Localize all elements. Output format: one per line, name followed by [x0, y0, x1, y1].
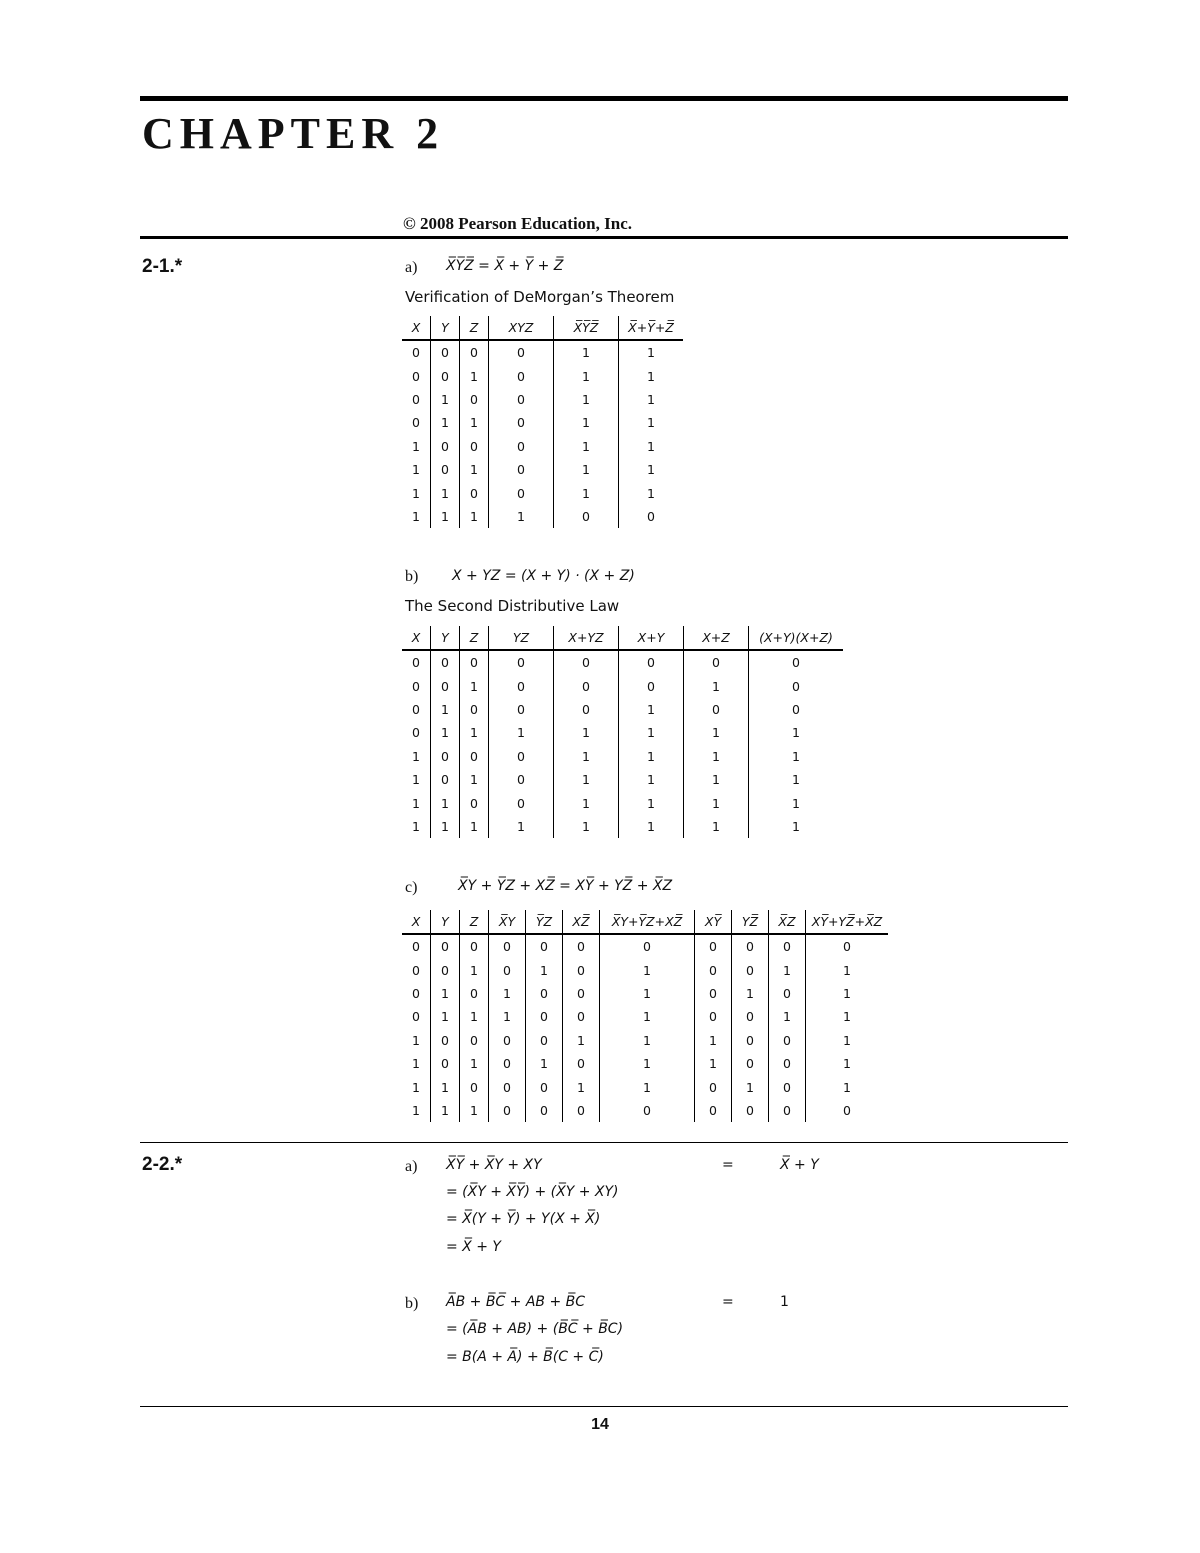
table-cell: 0: [412, 1009, 420, 1025]
table-cell: 0: [749, 674, 844, 697]
table-cell: 0: [412, 939, 420, 955]
table-cell: 0: [489, 481, 554, 504]
table-cell: 1: [619, 481, 684, 504]
table-cell: 1: [431, 411, 460, 434]
table-cell: 0: [460, 340, 489, 364]
table-cell: 0: [526, 1099, 563, 1122]
p2-part-a-label: a): [405, 1158, 418, 1175]
table-cell: 1: [489, 1005, 526, 1028]
table-cell: 1: [460, 364, 489, 387]
table-cell: 1: [695, 1052, 732, 1075]
table-cell: 0: [460, 1075, 489, 1098]
table-cell: 0: [695, 934, 732, 958]
table-cell: 1: [412, 818, 420, 834]
table-cell: 0: [489, 934, 526, 958]
table-cell: 0: [563, 1052, 600, 1075]
header-rule: [140, 236, 1068, 239]
table-cell: 1: [412, 1056, 420, 1072]
truth-table-demorgan: [402, 316, 683, 528]
table-cell: 1: [619, 745, 684, 768]
table-cell: 1: [749, 745, 844, 768]
col-header: X̅Z: [769, 910, 806, 934]
table-cell: 0: [769, 982, 806, 1005]
table-cell: 0: [489, 958, 526, 981]
table-cell: 1: [460, 1099, 489, 1122]
table-cell: 1: [600, 1029, 695, 1052]
table-cell: 0: [526, 1005, 563, 1028]
table-row: [402, 481, 683, 504]
table-cell: 0: [563, 958, 600, 981]
table-cell: 1: [749, 815, 844, 838]
page-number: 14: [591, 1416, 609, 1433]
table-cell: 1: [600, 1005, 695, 1028]
table-cell: 0: [563, 982, 600, 1005]
col-header: Z: [460, 910, 489, 934]
table-cell: 1: [769, 1005, 806, 1028]
col-header: X+YZ: [554, 626, 619, 650]
table-row: [402, 934, 888, 958]
table-cell: 1: [554, 388, 619, 411]
table-cell: 1: [563, 1029, 600, 1052]
table-cell: 0: [489, 1052, 526, 1075]
table-cell: 1: [619, 768, 684, 791]
table-row: [402, 505, 683, 528]
table-cell: 1: [460, 721, 489, 744]
table-cell: 1: [431, 1099, 460, 1122]
table-cell: 1: [600, 1052, 695, 1075]
table-cell: 0: [695, 1075, 732, 1098]
table-cell: 1: [431, 815, 460, 838]
col-header: (X+Y)(X+Z): [749, 626, 844, 650]
table-cell: 1: [806, 1052, 889, 1075]
table-cell: 0: [554, 674, 619, 697]
table-cell: 0: [460, 388, 489, 411]
table-cell: 0: [600, 934, 695, 958]
table-cell: 1: [684, 791, 749, 814]
col-header: X̅Y: [489, 910, 526, 934]
table-cell: 0: [412, 962, 420, 978]
col-header: XZ̅: [563, 910, 600, 934]
p2-part-b-eq-sign: =: [722, 1294, 734, 1310]
table-cell: 1: [412, 438, 420, 454]
table-cell: 1: [619, 721, 684, 744]
table-cell: 0: [554, 650, 619, 674]
table-cell: 1: [732, 1075, 769, 1098]
table-cell: 0: [695, 1005, 732, 1028]
table-cell: 0: [489, 1075, 526, 1098]
table-cell: 0: [489, 435, 554, 458]
table-cell: 1: [526, 958, 563, 981]
table-cell: 1: [619, 791, 684, 814]
table-row: [402, 458, 683, 481]
table-cell: 1: [460, 958, 489, 981]
table-cell: 0: [431, 768, 460, 791]
table-cell: 0: [695, 1099, 732, 1122]
table-cell: 1: [412, 748, 420, 764]
table-cell: 0: [732, 1099, 769, 1122]
col-header: XY̅+YZ̅+X̅Z: [806, 910, 889, 934]
table-cell: 1: [554, 435, 619, 458]
table-cell: 1: [749, 768, 844, 791]
table-row: [402, 1099, 888, 1122]
table-row: [402, 1029, 888, 1052]
table-cell: 1: [554, 411, 619, 434]
p2-part-b-step: = B(A + A̅) + B̅(C + C̅): [446, 1349, 604, 1365]
table-cell: 0: [563, 1005, 600, 1028]
table-cell: 1: [619, 388, 684, 411]
table-cell: 0: [412, 368, 420, 384]
table-cell: 0: [460, 650, 489, 674]
table-cell: 0: [412, 415, 420, 431]
part-c-equation: X̅Y + Y̅Z + XZ̅ = XY̅ + YZ̅ + X̅Z: [458, 878, 673, 894]
table-cell: 1: [431, 698, 460, 721]
col-header: Y: [431, 316, 460, 340]
table-cell: 1: [600, 982, 695, 1005]
table-cell: 0: [554, 698, 619, 721]
table-cell: 1: [619, 411, 684, 434]
table-cell: 1: [412, 1079, 420, 1095]
table-cell: 0: [619, 505, 684, 528]
table-cell: 0: [769, 1029, 806, 1052]
table-cell: 1: [489, 505, 554, 528]
table-cell: 0: [732, 1005, 769, 1028]
p2-part-a-step: = X̅ + Y: [446, 1239, 501, 1255]
table-cell: 1: [619, 364, 684, 387]
problem-divider: [140, 1142, 1068, 1143]
table-header-row: [402, 626, 843, 650]
table-cell: 0: [460, 1029, 489, 1052]
table-cell: 1: [554, 481, 619, 504]
problem-number-2-1: 2-1.*: [142, 256, 183, 277]
table-cell: 0: [489, 791, 554, 814]
table-cell: 1: [619, 340, 684, 364]
table-cell: 0: [460, 934, 489, 958]
table-row: [402, 745, 843, 768]
table-cell: 0: [489, 411, 554, 434]
table-row: [402, 982, 888, 1005]
table-cell: 1: [684, 768, 749, 791]
p2-part-b-lhs: A̅B + B̅C̅ + AB + B̅C: [446, 1294, 586, 1310]
col-header: XY̅: [695, 910, 732, 934]
table-cell: 1: [431, 1075, 460, 1098]
table-cell: 0: [749, 650, 844, 674]
part-a-label: a): [405, 259, 418, 276]
table-cell: 0: [460, 481, 489, 504]
table-cell: 0: [489, 674, 554, 697]
table-cell: 0: [431, 340, 460, 364]
table-row: [402, 1052, 888, 1075]
table-cell: 0: [489, 768, 554, 791]
table-cell: 0: [769, 1075, 806, 1098]
table-cell: 0: [431, 958, 460, 981]
table-row: [402, 768, 843, 791]
table-cell: 0: [431, 1029, 460, 1052]
table-cell: 1: [554, 364, 619, 387]
col-header: YZ̅: [732, 910, 769, 934]
table-cell: 1: [619, 815, 684, 838]
truth-table-distributive: [402, 626, 843, 838]
table-cell: 0: [684, 650, 749, 674]
col-header: X+Y: [619, 626, 684, 650]
table-cell: 1: [600, 1075, 695, 1098]
table-cell: 1: [806, 982, 889, 1005]
table-cell: 1: [489, 815, 554, 838]
col-header: X: [402, 910, 431, 934]
part-c-label: c): [405, 879, 418, 896]
table-cell: 1: [431, 388, 460, 411]
col-header: X̅+Y̅+Z̅: [619, 316, 684, 340]
table-row: [402, 674, 843, 697]
table-cell: 1: [619, 698, 684, 721]
col-header: X̅Y̅Z̅: [554, 316, 619, 340]
table-cell: 1: [769, 958, 806, 981]
table-cell: 0: [684, 698, 749, 721]
table-row: [402, 815, 843, 838]
table-cell: 0: [489, 1029, 526, 1052]
table-cell: 0: [554, 505, 619, 528]
table-cell: 0: [412, 391, 420, 407]
table-cell: 0: [769, 1099, 806, 1122]
table-cell: 0: [732, 958, 769, 981]
table-cell: 1: [431, 721, 460, 744]
part-b-equation: X + YZ = (X + Y) · (X + Z): [452, 568, 635, 584]
table-cell: 0: [431, 934, 460, 958]
table-cell: 0: [431, 674, 460, 697]
table-cell: 1: [460, 411, 489, 434]
col-header: X+Z: [684, 626, 749, 650]
table-header-row: [402, 910, 888, 934]
table-cell: 1: [684, 815, 749, 838]
table-cell: 1: [431, 505, 460, 528]
table-cell: 0: [460, 791, 489, 814]
table-cell: 1: [431, 1005, 460, 1028]
table-row: [402, 388, 683, 411]
table-cell: 0: [526, 982, 563, 1005]
table-cell: 1: [684, 674, 749, 697]
table-cell: 1: [806, 958, 889, 981]
table-cell: 0: [769, 1052, 806, 1075]
table-cell: 0: [563, 1099, 600, 1122]
table-cell: 1: [554, 768, 619, 791]
col-header: YZ: [489, 626, 554, 650]
table-row: [402, 791, 843, 814]
table-cell: 0: [431, 364, 460, 387]
table-cell: 1: [563, 1075, 600, 1098]
table-cell: 1: [460, 1005, 489, 1028]
table-cell: 1: [684, 745, 749, 768]
table-row: [402, 411, 683, 434]
table-cell: 0: [431, 1052, 460, 1075]
col-header: X: [402, 316, 431, 340]
table-cell: 1: [806, 1075, 889, 1098]
table-row: [402, 1005, 888, 1028]
table-cell: 0: [732, 934, 769, 958]
table-cell: 1: [554, 721, 619, 744]
table-row: [402, 340, 683, 364]
table-cell: 0: [460, 435, 489, 458]
table-cell: 1: [554, 340, 619, 364]
p2-part-a-lhs: X̅Y̅ + X̅Y + XY: [446, 1157, 542, 1173]
table-cell: 1: [526, 1052, 563, 1075]
copyright-notice: © 2008 Pearson Education, Inc.: [403, 214, 632, 233]
table-cell: 1: [412, 462, 420, 478]
table-cell: 1: [460, 768, 489, 791]
table-cell: 1: [554, 791, 619, 814]
table-cell: 1: [806, 1005, 889, 1028]
table-cell: 0: [431, 458, 460, 481]
table-cell: 1: [749, 791, 844, 814]
table-cell: 0: [806, 934, 889, 958]
p2-part-b-step: = (A̅B + AB) + (B̅C̅ + B̅C): [446, 1321, 624, 1337]
table-cell: 1: [412, 795, 420, 811]
col-header: XYZ: [489, 316, 554, 340]
table-cell: 1: [554, 745, 619, 768]
footer-rule: [140, 1406, 1068, 1407]
table-cell: 0: [526, 934, 563, 958]
p2-part-a-step: = (X̅Y + X̅Y̅) + (X̅Y + XY): [446, 1184, 619, 1200]
table-cell: 1: [412, 772, 420, 788]
p2-part-a-eq-sign: =: [722, 1157, 734, 1173]
table-cell: 0: [412, 725, 420, 741]
table-row: [402, 650, 843, 674]
p2-part-b-rhs: 1: [780, 1294, 789, 1310]
table-cell: 0: [600, 1099, 695, 1122]
table-cell: 1: [460, 815, 489, 838]
table-cell: 0: [489, 650, 554, 674]
table-cell: 0: [695, 958, 732, 981]
part-b-label: b): [405, 568, 419, 585]
table-cell: 1: [684, 721, 749, 744]
table-cell: 0: [489, 1099, 526, 1122]
table-cell: 0: [489, 458, 554, 481]
table-row: [402, 364, 683, 387]
table-cell: 1: [412, 508, 420, 524]
table-cell: 0: [412, 655, 420, 671]
col-header: X̅Y+Y̅Z+XZ̅: [600, 910, 695, 934]
col-header: Z: [460, 626, 489, 650]
table-cell: 1: [489, 721, 554, 744]
table-cell: 0: [489, 388, 554, 411]
table-cell: 0: [489, 745, 554, 768]
table-cell: 1: [412, 1032, 420, 1048]
table-cell: 0: [431, 745, 460, 768]
table-cell: 0: [489, 698, 554, 721]
table-row: [402, 721, 843, 744]
table-row: [402, 958, 888, 981]
table-row: [402, 698, 843, 721]
table-cell: 0: [526, 1029, 563, 1052]
table-cell: 1: [460, 674, 489, 697]
table-cell: 0: [412, 985, 420, 1001]
table-cell: 1: [749, 721, 844, 744]
col-header: Y̅Z: [526, 910, 563, 934]
table-cell: 1: [554, 815, 619, 838]
table-cell: 1: [732, 982, 769, 1005]
table-cell: 0: [431, 650, 460, 674]
table-cell: 0: [695, 982, 732, 1005]
table-cell: 1: [619, 458, 684, 481]
table-cell: 1: [460, 1052, 489, 1075]
table-cell: 0: [412, 345, 420, 361]
table-cell: 1: [554, 458, 619, 481]
table-cell: 1: [431, 481, 460, 504]
table-cell: 1: [806, 1029, 889, 1052]
part-b-caption: The Second Distributive Law: [405, 597, 620, 615]
chapter-title: CHAPTER 2: [142, 109, 445, 158]
table-cell: 0: [619, 650, 684, 674]
col-header: Z: [460, 316, 489, 340]
table-cell: 1: [431, 791, 460, 814]
top-rule: [140, 96, 1068, 101]
table-cell: 1: [489, 982, 526, 1005]
table-cell: 0: [460, 745, 489, 768]
table-cell: 1: [460, 458, 489, 481]
table-cell: 1: [412, 1102, 420, 1118]
table-cell: 0: [489, 340, 554, 364]
p2-part-b-label: b): [405, 1295, 419, 1312]
table-cell: 1: [460, 505, 489, 528]
table-cell: 0: [412, 678, 420, 694]
p2-part-a-rhs: X̅ + Y: [780, 1157, 819, 1173]
table-cell: 0: [489, 364, 554, 387]
problem-number-2-2: 2-2.*: [142, 1154, 183, 1175]
table-cell: 1: [619, 435, 684, 458]
table-cell: 1: [412, 485, 420, 501]
col-header: Y: [431, 910, 460, 934]
p2-part-a-step: = X̅(Y + Y̅) + Y(X + X̅): [446, 1211, 601, 1227]
part-a-caption: Verification of DeMorgan’s Theorem: [405, 288, 675, 306]
truth-table-consensus: [402, 910, 888, 1122]
table-cell: 0: [619, 674, 684, 697]
table-row: [402, 435, 683, 458]
table-cell: 0: [732, 1052, 769, 1075]
table-cell: 0: [563, 934, 600, 958]
table-cell: 0: [431, 435, 460, 458]
table-cell: 0: [769, 934, 806, 958]
table-row: [402, 1075, 888, 1098]
table-cell: 0: [526, 1075, 563, 1098]
table-cell: 1: [431, 982, 460, 1005]
table-cell: 0: [732, 1029, 769, 1052]
part-a-equation: X̅Y̅Z̅ = X̅ + Y̅ + Z̅: [446, 258, 564, 274]
table-cell: 1: [695, 1029, 732, 1052]
table-cell: 0: [460, 982, 489, 1005]
table-cell: 0: [412, 701, 420, 717]
table-cell: 0: [749, 698, 844, 721]
table-header-row: [402, 316, 683, 340]
table-cell: 1: [600, 958, 695, 981]
col-header: Y: [431, 626, 460, 650]
table-cell: 0: [460, 698, 489, 721]
col-header: X: [402, 626, 431, 650]
table-cell: 0: [806, 1099, 889, 1122]
